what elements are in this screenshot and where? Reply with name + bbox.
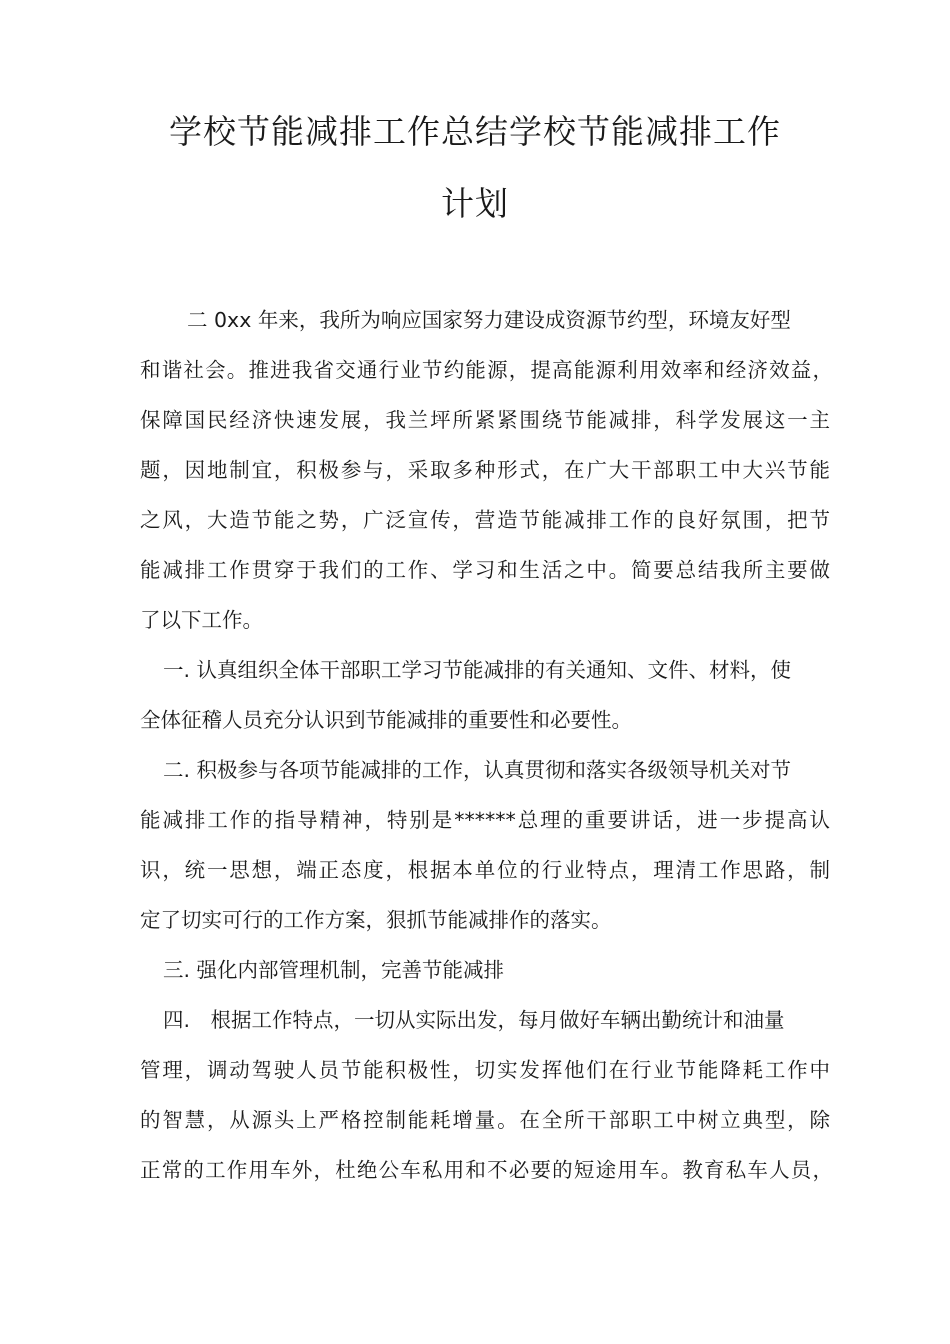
body-line: 定了切实可行的工作方案，狠抓节能减排作的落实。 — [140, 908, 612, 932]
body-line: 正常的工作用车外，杜绝公车私用和不必要的短途用车。教育私车人员， — [140, 1158, 833, 1182]
body-line: 一. 认真组织全体干部职工学习节能减排的有关通知、文件、材料，使 — [163, 658, 792, 682]
body-line: 二. 积极参与各项节能减排的工作，认真贯彻和落实各级领导机关对节 — [163, 758, 792, 782]
body-line: 了以下工作。 — [140, 608, 263, 632]
body-line: 的智慧，从源头上严格控制能耗增量。在全所干部职工中树立典型，除 — [140, 1108, 830, 1132]
body-line: 管理，调动驾驶人员节能积极性，切实发挥他们在行业节能降耗工作中 — [140, 1058, 830, 1082]
body-line: 能减排工作贯穿于我们的工作、学习和生活之中。简要总结我所主要做 — [140, 558, 830, 582]
body-line: 题，因地制宜，积极参与，采取多种形式，在广大干部职工中大兴节能 — [140, 458, 830, 482]
body-line: 识，统一思想，端正态度，根据本单位的行业特点，理清工作思路，制 — [140, 858, 830, 882]
body-line: 全体征稽人员充分认识到节能减排的重要性和必要性。 — [140, 708, 632, 732]
body-line: 三. 强化内部管理机制，完善节能减排 — [163, 958, 505, 982]
document-title-line-2: 计划 — [441, 184, 509, 223]
body-line: 二 0xx 年来，我所为响应国家努力建设成资源节约型，环境友好型 — [187, 308, 791, 332]
body-line: 之风，大造节能之势，广泛宣传，营造节能减排工作的良好氛围，把节 — [140, 508, 830, 532]
body-line: 保障国民经济快速发展，我兰坪所紧紧围绕节能减排，科学发展这一主 — [140, 408, 830, 432]
body-line: 和谐社会。推进我省交通行业节约能源，提高能源利用效率和经济效益， — [140, 358, 833, 382]
body-line: 四. 根据工作特点，一切从实际出发，每月做好车辆出勤统计和油量 — [163, 1008, 785, 1032]
document-title-line-1: 学校节能减排工作总结学校节能减排工作 — [169, 112, 781, 151]
body-line: 能减排工作的指导精神，特别是******总理的重要讲话，进一步提高认 — [140, 808, 830, 832]
